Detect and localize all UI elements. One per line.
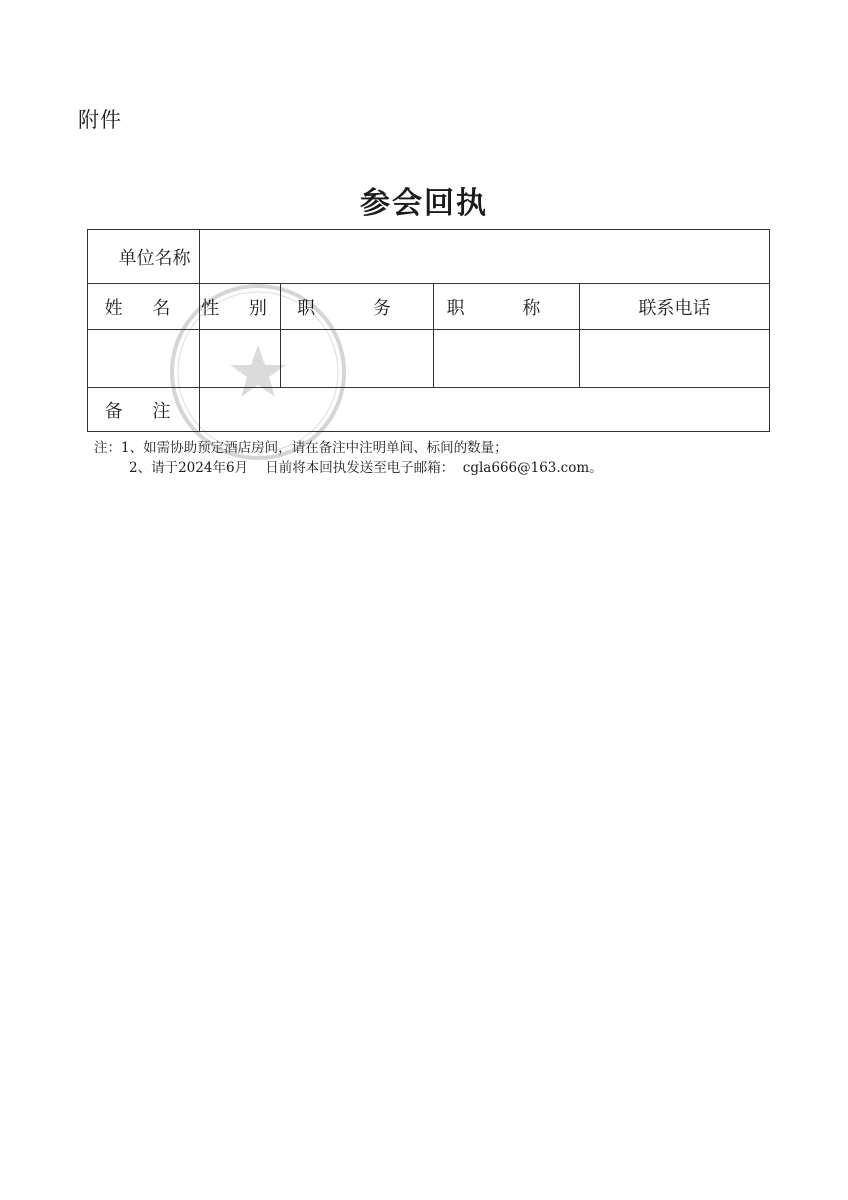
- name-field[interactable]: [88, 330, 200, 388]
- header-name: 姓 名: [88, 284, 200, 330]
- remarks-field[interactable]: [200, 388, 770, 432]
- position-field[interactable]: [281, 330, 434, 388]
- unit-name-row: [88, 230, 770, 284]
- unit-name-field[interactable]: [200, 230, 770, 284]
- remarks-label: 备 注: [88, 388, 200, 432]
- header-title: 职 称: [434, 284, 580, 330]
- notes: [94, 438, 603, 478]
- note-line-1: 注：1、如需协助预定酒店房间，请在备注中注明单间、标间的数量；: [94, 440, 508, 456]
- unit-name-label: 单位名称: [88, 230, 200, 284]
- phone-field[interactable]: [580, 330, 770, 388]
- attachment-label: 附件: [78, 108, 122, 132]
- title-field[interactable]: [434, 330, 580, 388]
- remarks-row: [88, 388, 770, 432]
- reply-form: [87, 229, 769, 432]
- header-position: 职 务: [281, 284, 434, 330]
- header-gender: 性 别: [200, 284, 281, 330]
- gender-field[interactable]: [200, 330, 281, 388]
- data-row: [88, 330, 770, 388]
- document-title: 参会回执: [360, 186, 488, 221]
- header-phone: 联系电话: [580, 284, 770, 330]
- note-line-2: 2、请于2024年6月 日前将本回执发送至电子邮箱： cgla666@163.com。: [129, 460, 603, 476]
- reply-table: [87, 229, 770, 432]
- header-row: [88, 284, 770, 330]
